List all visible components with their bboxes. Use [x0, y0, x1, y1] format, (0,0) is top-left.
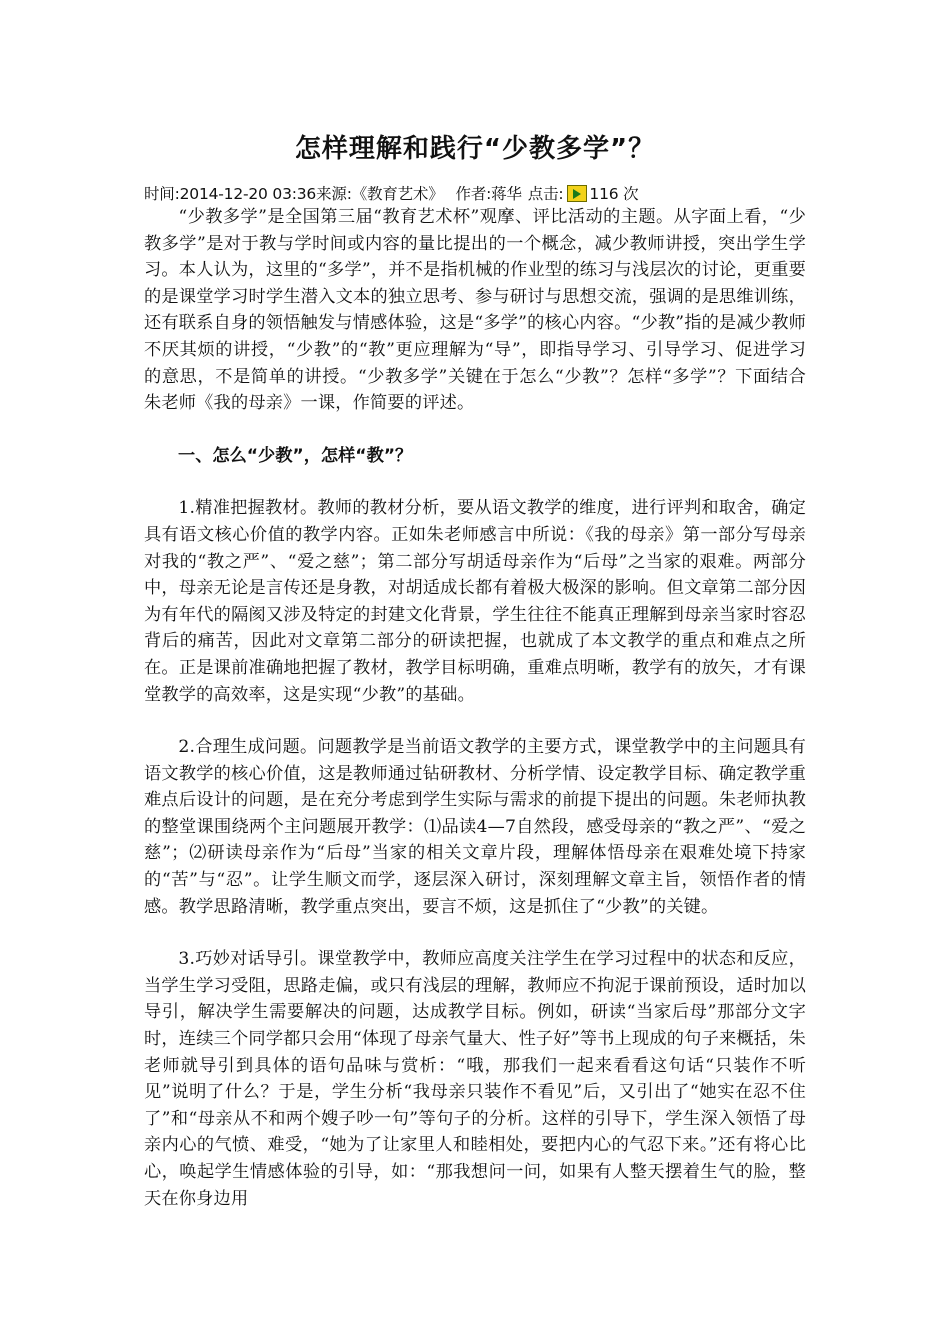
- paragraph-3: 3.巧妙对话导引。课堂教学中，教师应高度关注学生在学习过程中的状态和反应，当学生学习受阻，思路走偏，或只有浅层的理解，教师应不拘泥于课前预设，适时加以导引，解决学生需要解决的问题，达成教学目标。例如，研读“当家后母”那部分文字时，连续三个同学都只会用“体现了母亲气量大、性子好”等书上现成的句子来概括，朱老师就导引到具体的语句品味与赏析：“哦，那我们一起来看看这句话“只装作不听见”说明了什么？于是，学生分析“我母亲只装作不看见”后，又引出了“她实在忍不住了”和“母亲从不和两个嫂子吵一句”等句子的分析。这样的引导下，学生深入领悟了母亲内心的气愤、难受，“她为了让家里人和睦相处，要把内心的气忍下来。”还有将心比心，唤起学生情感体验的引导，如：“那我想问一问，如果有人整天摆着生气的脸，整天在你身边用: [144, 949, 806, 1209]
- article-meta: [144, 184, 806, 204]
- article: [144, 130, 806, 1212]
- article-title: 怎样理解和践行“少教多学”？: [294, 134, 656, 164]
- author: 作者:蒋华: [455, 185, 522, 203]
- paragraph-2: 2.合理生成问题。问题教学是当前语文教学的主要方式，课堂教学中的主问题具有语文教学的核心价值，这是教师通过钻研教材、分析学情、设定教学目标、确定教学重难点后设计的问题，是在充分考虑到学生实际与需求的前提下提出的问题。朱老师执教的整堂课围绕两个主问题展开教学：⑴品读4—7自然段，感受母亲的“教之严”、“爱之慈”；⑵研读母亲作为“后母”当家的相关文章片段，理解体悟母亲在艰难处境下持家的“苦”与“忍”。让学生顺文而学，逐层深入研讨，深刻理解文章主旨，领悟作者的情感。教学思路清晰，教学重点突出，要言不烦，这是抓住了“少教”的关键。: [144, 737, 806, 917]
- publish-time: 时间:2014-12-20 03:36: [144, 185, 317, 203]
- play-icon: [567, 185, 587, 202]
- clicks-label: 点击:: [527, 185, 564, 203]
- intro-paragraph: “少教多学”是全国第三届“教育艺术杯”观摩、评比活动的主题。从字面上看，“少教多学”是对于教与学时间或内容的量比提出的一个概念，减少教师讲授，突出学生学习。本人认为，这里的“多学”，并不是指机械的作业型的练习与浅层次的讨论，更重要的是课堂学习时学生潜入文本的独立思考、参与研讨与思想交流，强调的是思维训练，还有联系自身的领悟触发与情感体验，这是“多学”的核心内容。“少教”指的是减少教师不厌其烦的讲授，“少教”的“教”更应理解为“导”，即指导学习、引导学习、促进学习的意思，不是简单的讲授。“少教多学”关键在于怎么“少教”？怎样“多学”？下面结合朱老师《我的母亲》一课，作简要的评述。: [144, 207, 806, 414]
- section-heading: 一、怎么“少教”，怎样“教”？: [178, 445, 413, 466]
- source: 来源:《教育艺术》: [316, 185, 444, 203]
- clicks-count: 116 次: [589, 185, 639, 203]
- paragraph-1: 1.精准把握教材。教师的教材分析，要从语文教学的维度，进行评判和取舍，确定具有语文核心价值的教学内容。正如朱老师感言中所说：《我的母亲》第一部分写母亲对我的“教之严”、“爱之慈”；第二部分写胡适母亲作为“后母”之当家的艰难。两部分中，母亲无论是言传还是身教，对胡适成长都有着极大极深的影响。但文章第二部分因为有年代的隔阂又涉及特定的封建文化背景，学生往往不能真正理解到母亲当家时容忍背后的痛苦，因此对文章第二部分的研读把握，也就成了本文教学的重点和难点之所在。正是课前准确地把握了教材，教学目标明确，重难点明晰，教学有的放矢，才有课堂教学的高效率，这是实现“少教”的基础。: [144, 498, 806, 705]
